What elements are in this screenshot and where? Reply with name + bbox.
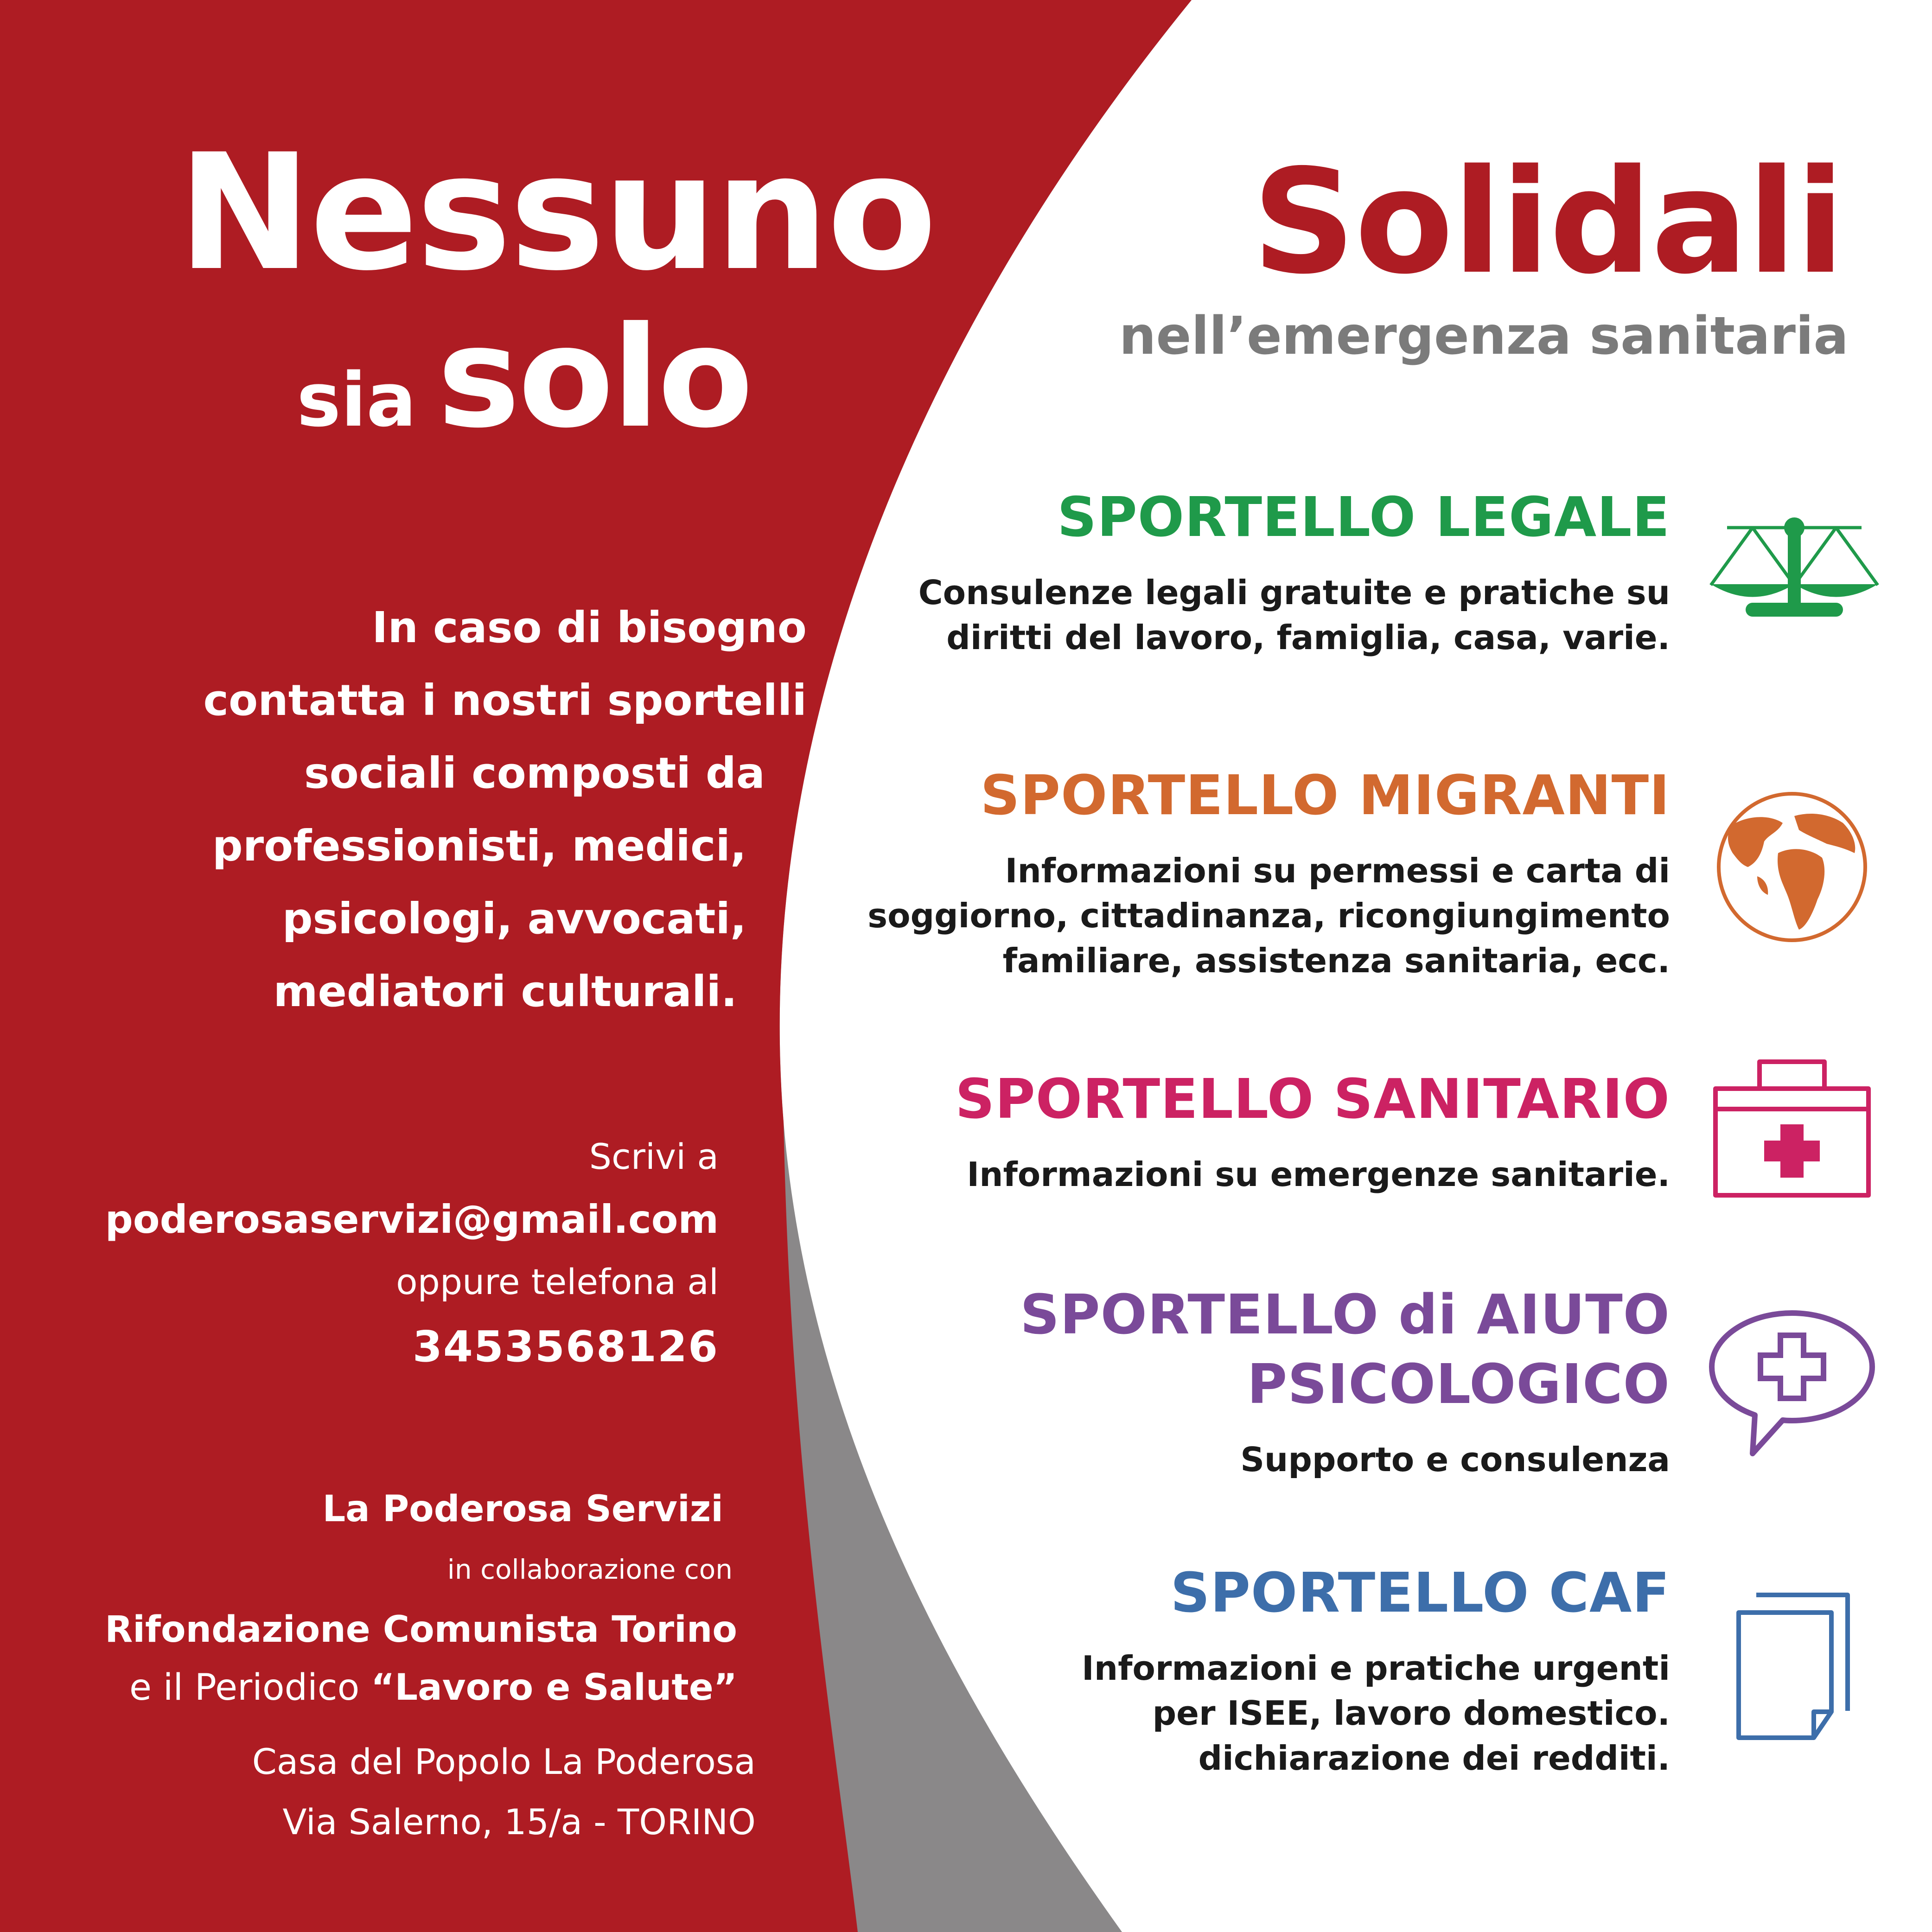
service-caf (720, 1558, 1670, 1781)
title-sia: sia (297, 357, 417, 443)
title-solidali: Solidali (1252, 139, 1844, 306)
service-description (720, 570, 1670, 660)
service-sanitario (720, 1064, 1670, 1197)
service-desc-line: soggiorno, cittadinanza, ricongiungimento (867, 896, 1670, 935)
place-name: Casa del Popolo La Poderosa (252, 1741, 756, 1782)
service-title: SPORTELLO CAF (1170, 1561, 1670, 1625)
service-desc-line: diritti del lavoro, famiglia, casa, varie. (946, 618, 1670, 657)
write-label: Scrivi a (589, 1136, 719, 1177)
periodico-name: “Lavoro e Salute” (371, 1667, 737, 1709)
intro-bold: sportelli (607, 676, 807, 725)
periodico-label: e il Periodico (129, 1667, 371, 1709)
service-title: SPORTELLO di AIUTO (1020, 1282, 1670, 1346)
organization-block (56, 1481, 765, 1852)
service-description (720, 1437, 1670, 1482)
service-title: SPORTELLO MIGRANTI (980, 763, 1670, 827)
collab-label: in collaborazione con (447, 1554, 733, 1585)
partner-name: Rifondazione Comunista Torino (105, 1609, 737, 1651)
subtitle: nell’emergenza sanitaria (1119, 306, 1849, 366)
intro-bold: sociali (304, 748, 457, 798)
service-desc-line: Informazioni su emergenze sanitarie. (967, 1155, 1670, 1194)
intro-text: psicologi, avvocati, (282, 894, 746, 944)
service-desc-line: Informazioni su permessi e carta di (1005, 851, 1670, 890)
title-nessuno: Nessuno (178, 120, 935, 306)
intro-paragraph (74, 591, 807, 1028)
first-aid-kit-icon (1711, 1057, 1873, 1201)
globe-icon (1713, 788, 1871, 946)
org-name: La Poderosa Servizi (322, 1488, 723, 1530)
service-desc-line: Informazioni e pratiche urgenti (1082, 1649, 1670, 1688)
title-sia-solo (297, 297, 899, 459)
service-description (720, 1646, 1670, 1781)
service-title: SPORTELLO LEGALE (1057, 485, 1670, 549)
speech-bubble-cross-icon (1706, 1307, 1878, 1460)
service-desc-line: dichiarazione dei redditi. (1198, 1739, 1670, 1778)
service-description (720, 1152, 1670, 1197)
service-desc-line: per ISEE, lavoro domestico. (1152, 1694, 1670, 1733)
contact-block (46, 1124, 719, 1379)
service-psicologico (720, 1280, 1670, 1482)
service-desc-line: Supporto e consulenza (1240, 1440, 1670, 1479)
intro-text: In caso di (372, 603, 617, 652)
service-title: SPORTELLO SANITARIO (955, 1067, 1670, 1131)
intro-text: professionisti, medici, (212, 821, 746, 871)
service-description (720, 848, 1670, 983)
phone-number[interactable]: 3453568126 (412, 1322, 719, 1371)
phone-label: oppure telefona al (396, 1261, 719, 1302)
service-migranti (720, 760, 1670, 983)
intro-text: contatta i nostri (203, 676, 607, 725)
service-legale (720, 482, 1670, 660)
intro-text: composti da (457, 748, 765, 798)
title-solo: solo (437, 297, 752, 459)
documents-icon (1734, 1590, 1855, 1743)
service-desc-line: Consulenze legali gratuite e pratiche su (918, 573, 1670, 612)
address: Via Salerno, 15/a - TORINO (282, 1801, 756, 1843)
service-desc-line: familiare, assistenza sanitaria, ecc. (1002, 941, 1670, 980)
scales-icon (1706, 510, 1882, 626)
service-title: PSICOLOGICO (1247, 1352, 1670, 1416)
email-link[interactable]: poderosaservizi@gmail.com (105, 1197, 719, 1242)
intro-text: mediatori culturali. (273, 967, 737, 1016)
periodico (56, 1658, 737, 1718)
intro-bold: bisogno (617, 603, 807, 652)
